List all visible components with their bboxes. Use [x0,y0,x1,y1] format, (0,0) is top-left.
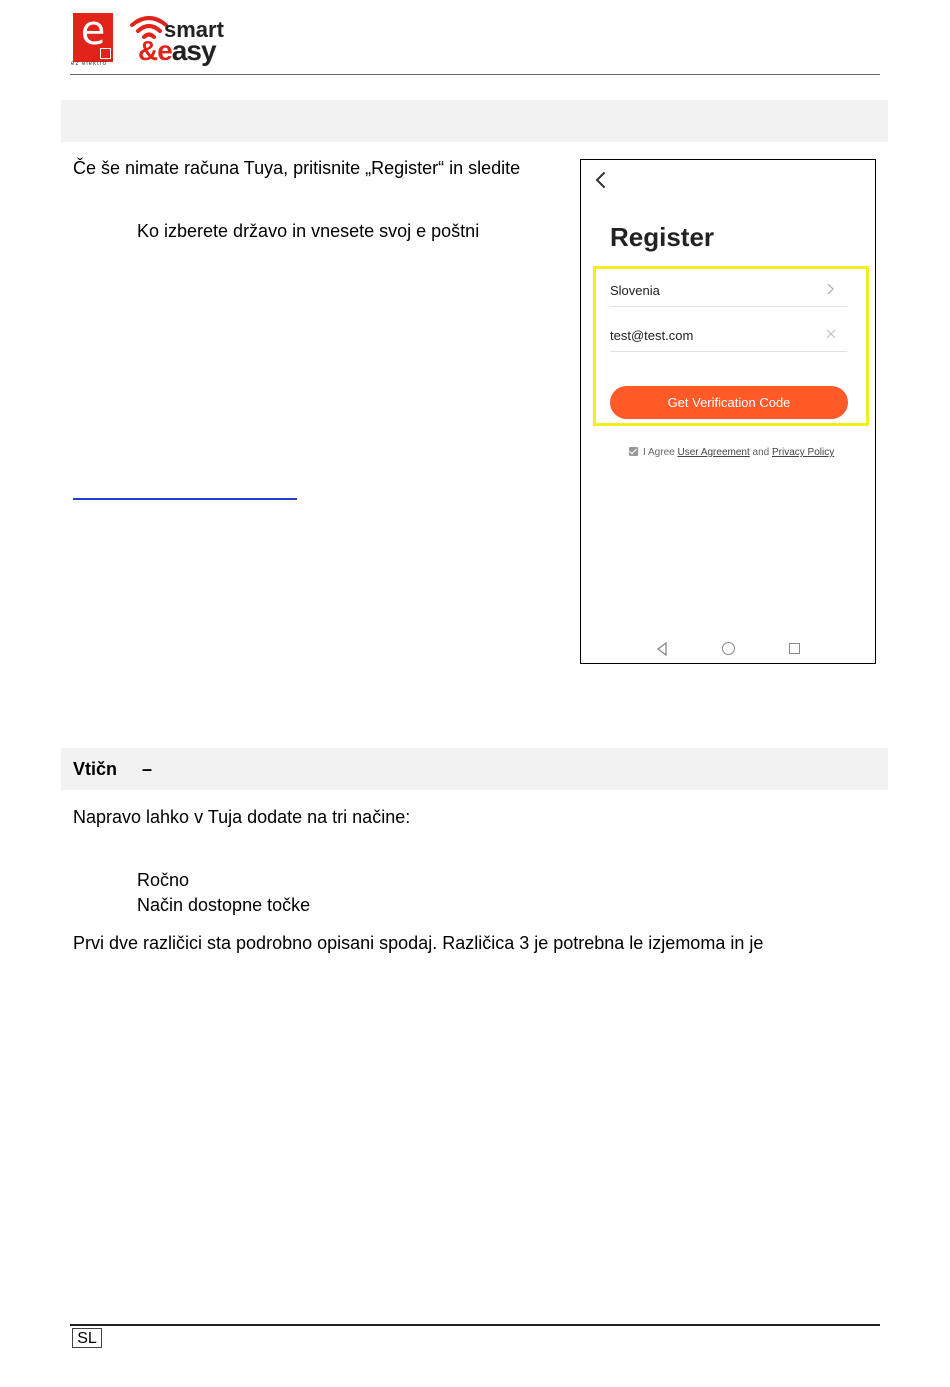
privacy-policy-link[interactable]: Privacy Policy [772,447,835,458]
logo-caption: ez elektro [71,61,108,67]
paragraph-country-email: Ko izberete državo in vnesete svoj e poštni [137,221,480,241]
user-agreement-link[interactable]: User Agreement [677,447,750,458]
list-item-manual: Ročno [137,870,190,890]
section-heading: Vtičn – [73,759,153,779]
header-divider [70,74,880,75]
agree-checkbox[interactable] [629,447,638,456]
nav-home-icon[interactable] [722,642,735,655]
agree-prefix: I Agree [643,447,675,458]
register-title: Register [610,222,715,252]
get-verification-code-button[interactable]: Get Verification Code [610,386,848,419]
paragraph-intro: Napravo lahko v Tuja dodate na tri načine: [73,807,411,827]
chevron-right-icon [825,282,835,296]
section-band-2 [61,748,888,790]
hyperlink-underline[interactable] [73,498,297,500]
phone-screenshot [580,159,876,664]
back-arrow-icon[interactable] [594,171,608,189]
section-band-1 [61,100,888,142]
nav-recent-icon[interactable] [789,643,800,654]
ez-elektro-logo [73,8,113,62]
footer-divider [70,1324,880,1326]
paragraph-variants: Prvi dve različici sta podrobno opisani spodaj. Različica 3 je potrebna le izjemoma in je [73,933,764,953]
paragraph-register: Če še nimate računa Tuya, pritisnite „Register“ in sledite [73,158,521,178]
email-field-underline [610,351,847,352]
list-item-ap-mode: Način dostopne točke [137,895,311,915]
agree-and: and [752,447,770,458]
brand-asy: asy [171,35,216,66]
brand-smart: smart [164,17,224,42]
brand-easy [138,36,216,66]
brand-amp: &e [138,35,172,66]
language-badge: SL [72,1328,102,1348]
email-field[interactable]: test@test.com [610,328,694,343]
country-field-underline [610,306,847,307]
logo-box [100,48,111,59]
country-field[interactable]: Slovenia [610,283,660,298]
logo-letter: e [80,8,106,54]
agreement-row [629,447,834,458]
nav-back-icon[interactable] [656,642,668,656]
clear-icon[interactable] [826,329,836,339]
